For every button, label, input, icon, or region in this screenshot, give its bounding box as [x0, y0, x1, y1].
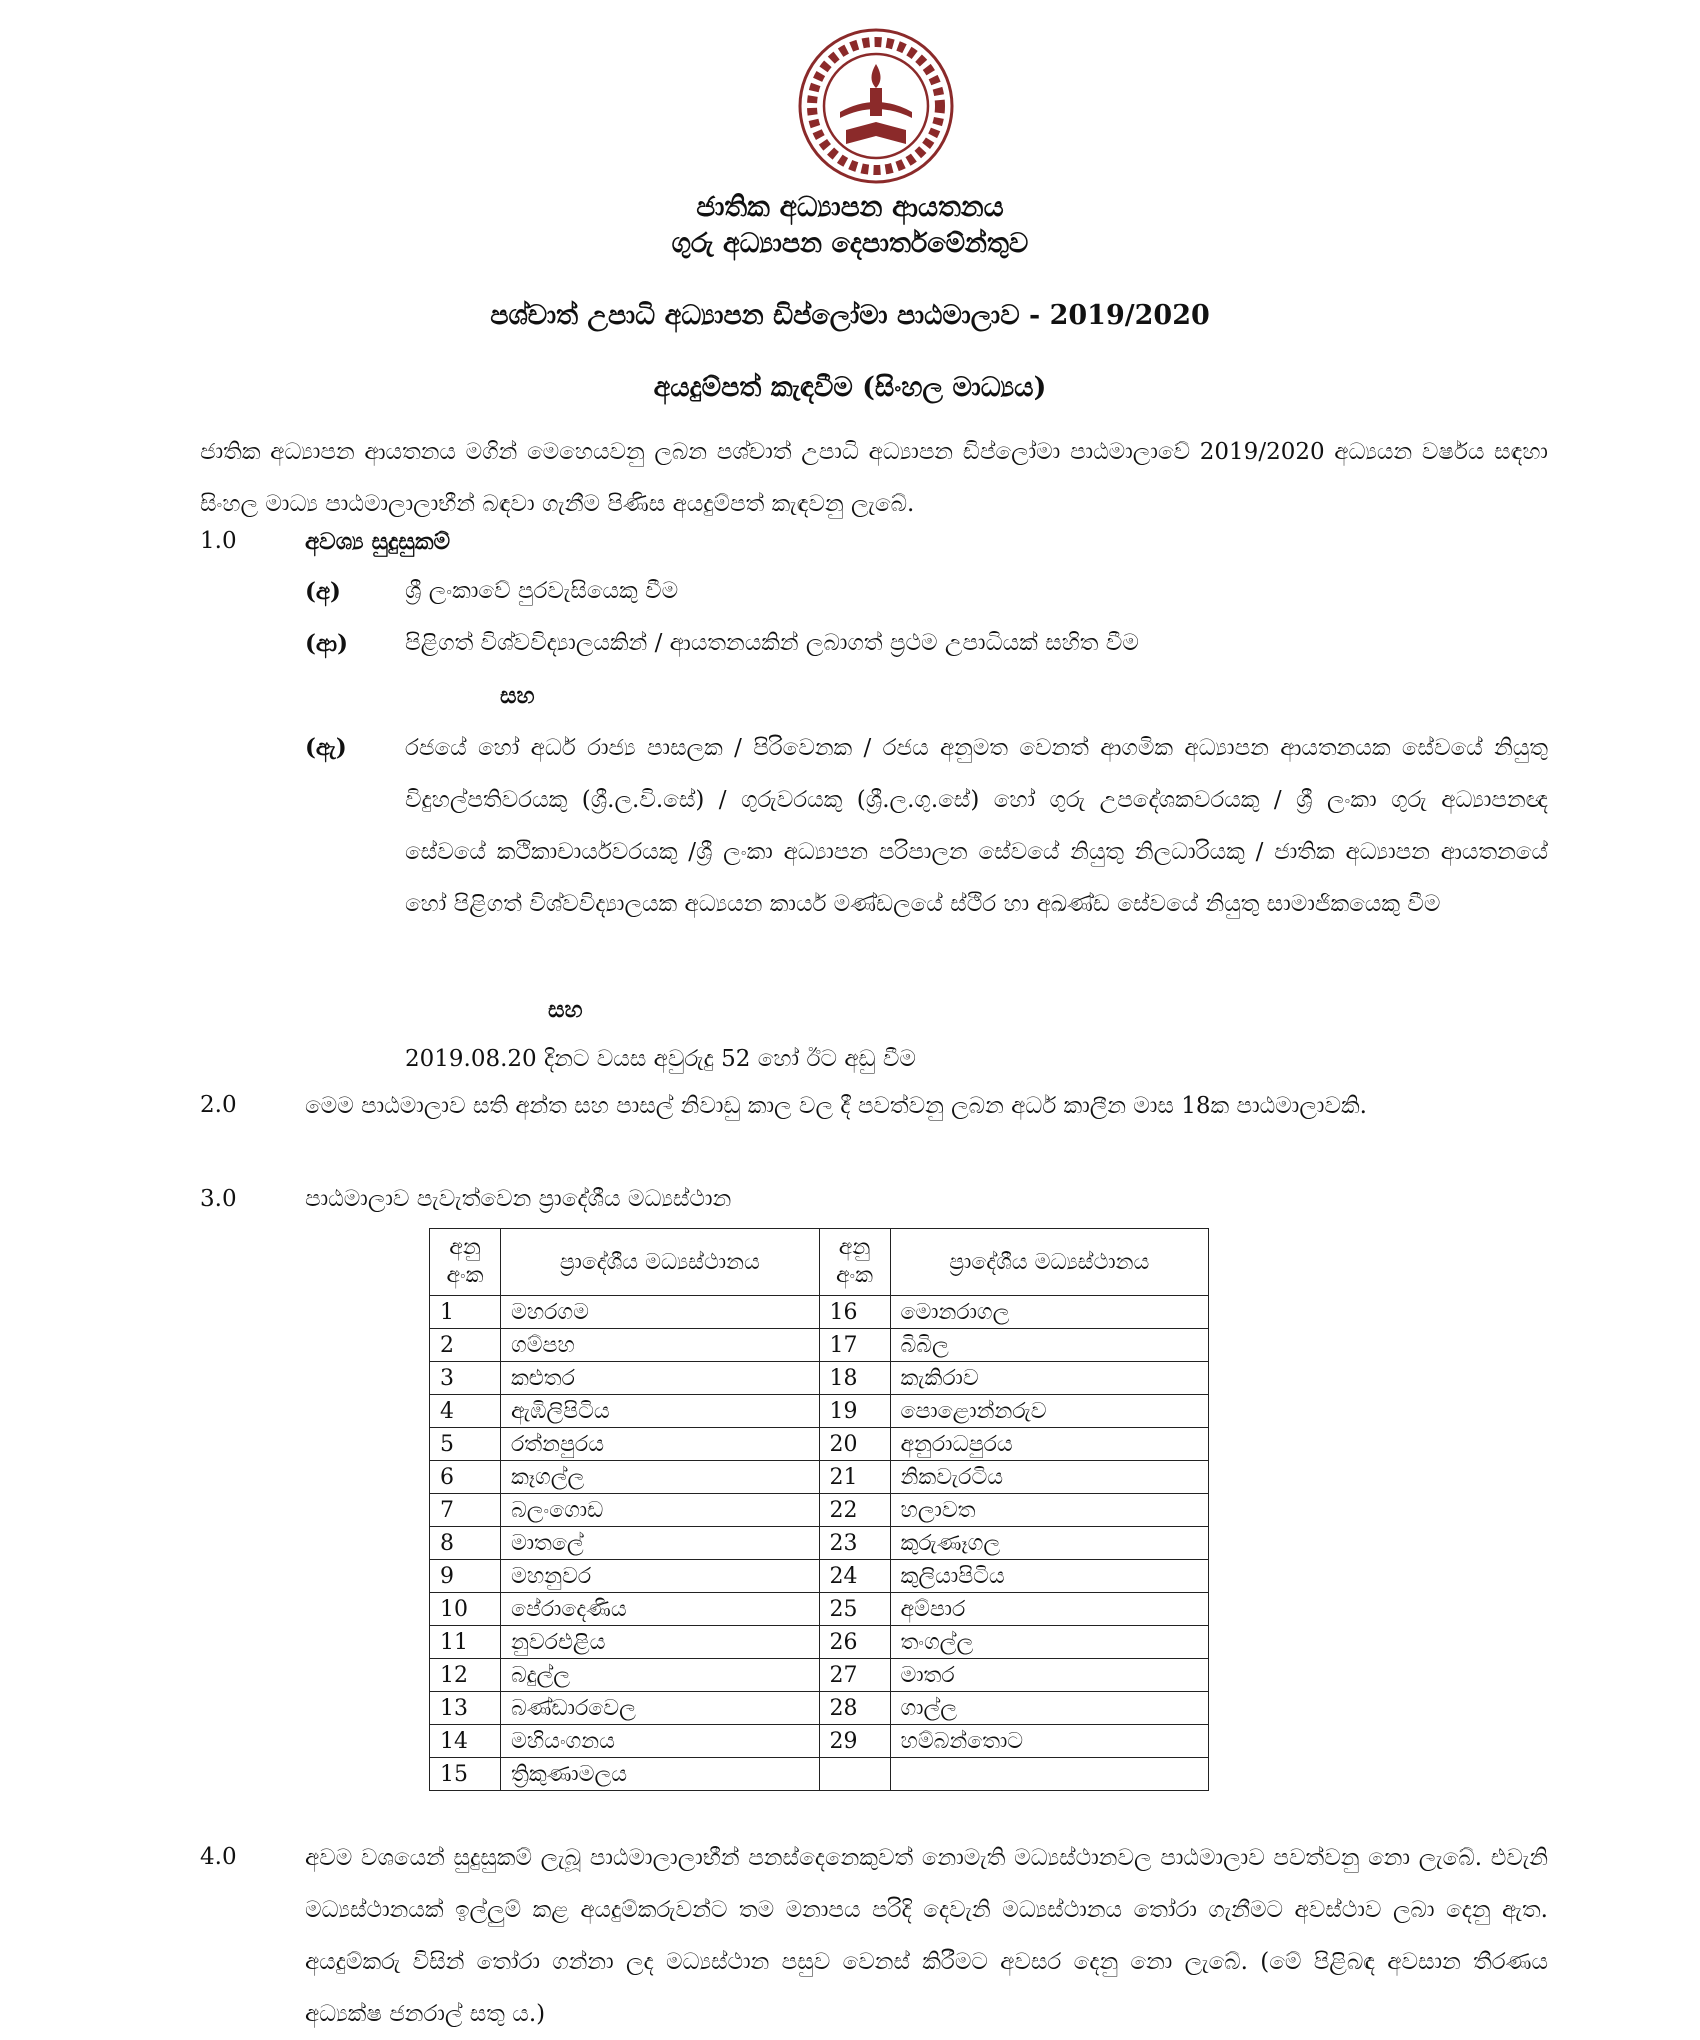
- table-row: [430, 1362, 1209, 1395]
- cell-number: 10: [430, 1593, 501, 1626]
- table-row: [430, 1428, 1209, 1461]
- cell-centre: [890, 1758, 1209, 1791]
- item-b-label: (ආ): [305, 630, 348, 657]
- cell-centre: කළුතර: [501, 1362, 820, 1395]
- cell-number: 28: [819, 1692, 890, 1725]
- section-3-number: 3.0: [200, 1186, 237, 1212]
- cell-number: 21: [819, 1461, 890, 1494]
- cell-centre: ඇඹිලිපිටිය: [501, 1395, 820, 1428]
- table-row: [430, 1725, 1209, 1758]
- section-1-heading: අවශ්‍ය සුදුසුකම්: [305, 528, 451, 555]
- section-3-heading: පාඨමාලාව පැවැත්වෙන ප්‍රාදේශීය මධ්‍යස්ථාන: [305, 1186, 732, 1212]
- cell-centre: කැකිරාව: [890, 1362, 1209, 1395]
- cell-centre: පොළොන්නරුව: [890, 1395, 1209, 1428]
- item-c-text: රජයේ හෝ අර්ධ රාජ්‍ය පාසලක / පිරිවෙනක / රජය අනුමත වෙනත් ආගමික අධ්‍යාපන ආයතනයක සේවයේ නියුතු විදුහල්පතිවරයකු (ශ්‍රී.ල.වි.සේ) / ගුරුවරයකු (ශ්‍රී.ල.ගු.සේ) හෝ ගුරු උපදේශකවරයකු / ශ්‍රී ලංකා ගුරු අධ්‍යාපනඥ සේවයේ කථිකාචාර්යවරයකු /ශ්‍රී ලංකා අධ්‍යාපන පරිපාලන සේවයේ නියුතු නිලධාරියකු / ජාතික අධ්‍යාපන ආයතනයේ හෝ පිළිගත් විශ්වවිද්‍යාලයක අධ්‍යයන කාර්ය මණ්ඩලයේ ස්ථිර හා අඛණ්ඩ සේවයේ නියුතු සාමාජිකයෙකු වීම: [405, 735, 1548, 917]
- cell-centre: ත්‍රිකුණාමලය: [501, 1758, 820, 1791]
- cell-number: 5: [430, 1428, 501, 1461]
- cell-centre: බදුල්ල: [501, 1659, 820, 1692]
- section-2-number: 2.0: [200, 1092, 237, 1118]
- cell-number: 17: [819, 1329, 890, 1362]
- table-row: [430, 1329, 1209, 1362]
- table-row: [430, 1527, 1209, 1560]
- cell-number: 29: [819, 1725, 890, 1758]
- cell-number: 12: [430, 1659, 501, 1692]
- cell-number: 19: [819, 1395, 890, 1428]
- cell-centre: අම්පාර: [890, 1593, 1209, 1626]
- and-connector-1: සහ: [500, 682, 535, 709]
- cell-number: 27: [819, 1659, 890, 1692]
- cell-number: 13: [430, 1692, 501, 1725]
- cell-centre: රත්නපුරය: [501, 1428, 820, 1461]
- column-header-number: අනු අංක: [819, 1229, 890, 1296]
- cell-number: 15: [430, 1758, 501, 1791]
- column-header-centre: ප්‍රාදේශීය මධ්‍යස්ථානය: [890, 1229, 1209, 1296]
- cell-number: [819, 1758, 890, 1791]
- item-b-text: පිළිගත් විශ්වවිද්‍යාලයකින් / ආයතනයකින් ලබාගත් ප්‍රථම උපාධියක් සහිත වීම: [405, 630, 1139, 656]
- cell-number: 1: [430, 1296, 501, 1329]
- table-row: [430, 1593, 1209, 1626]
- cell-centre: කෑගල්ල: [501, 1461, 820, 1494]
- table-row: [430, 1560, 1209, 1593]
- section-4-text: අවම වශයෙන් සුදුසුකම් ලැබූ පාඨමාලාලාභීන් පනස්දෙනෙකුවත් නොමැති මධ්‍යස්ථානවල පාඨමාලාව පවත්වනු නො ලැබේ. එවැනි මධ්‍යස්ථානයක් ඉල්ලුම් කළ අයදුම්කරුවන්ට තම මනාපය පරිදි දෙවැනි මධ්‍යස්ථානය තෝරා ගැනීමට අවස්ථාව ලබා දෙනු ඇත. අයදුම්කරු විසින් තෝරා ගන්නා ලද මධ්‍යස්ථාන පසුව වෙනස් කිරීමට අවසර දෙනු නො ලැබේ. (මේ පිළිබඳ අවසාන තීරණය අධ්‍යක්ෂ ජනරාල් සතු ය.): [305, 1845, 1548, 2027]
- cell-number: 4: [430, 1395, 501, 1428]
- cell-centre: හලාවත: [890, 1494, 1209, 1527]
- cell-number: 2: [430, 1329, 501, 1362]
- table-body: [430, 1296, 1209, 1791]
- cell-centre: කුලියාපිටිය: [890, 1560, 1209, 1593]
- table-row: [430, 1494, 1209, 1527]
- section-4-number: 4.0: [200, 1844, 237, 1870]
- age-requirement: 2019.08.20 දිනට වයස අවුරුදු 52 හෝ ඊට අඩු වීම: [405, 1046, 916, 1072]
- cell-centre: හම්බන්තොට: [890, 1725, 1209, 1758]
- table-row: [430, 1758, 1209, 1791]
- item-c-label: (ඇ): [305, 734, 347, 761]
- section-1-number: 1.0: [200, 528, 237, 554]
- cell-centre: බිබිල: [890, 1329, 1209, 1362]
- cell-centre: පේරාදෙණිය: [501, 1593, 820, 1626]
- table-row: [430, 1296, 1209, 1329]
- cell-centre: බණ්ඩාරවෙල: [501, 1692, 820, 1725]
- cell-number: 24: [819, 1560, 890, 1593]
- item-a-text: ශ්‍රී ලංකාවේ පුරවැසියෙකු වීම: [405, 578, 679, 604]
- table-row: [430, 1395, 1209, 1428]
- department-name: ගුරු අධ්‍යාපන දෙපාර්තමේන්තුව: [671, 228, 1029, 259]
- column-header-number: අනු අංක: [430, 1229, 501, 1296]
- cell-number: 3: [430, 1362, 501, 1395]
- table-row: [430, 1659, 1209, 1692]
- organization-name: ජාතික අධ්‍යාපන ආයතනය: [696, 190, 1004, 223]
- cell-centre: මොනරාගල: [890, 1296, 1209, 1329]
- document-title: පශ්චාත් උපාධි අධ්‍යාපන ඩිප්ලෝමා පාඨමාලාව - 2019/2020: [490, 300, 1210, 331]
- cell-number: 11: [430, 1626, 501, 1659]
- cell-centre: මහනුවර: [501, 1560, 820, 1593]
- cell-number: 8: [430, 1527, 501, 1560]
- cell-number: 18: [819, 1362, 890, 1395]
- cell-centre: මහරගම: [501, 1296, 820, 1329]
- section-2-text: මෙම පාඨමාලාව සති අන්ත සහ පාසල් නිවාඩු කාල වල දී පවත්වනු ලබන අර්ධ කාලීන මාස 18ක පාඨමාලාවකි.: [305, 1093, 1367, 1119]
- table-row: [430, 1626, 1209, 1659]
- cell-centre: මහියංගනය: [501, 1725, 820, 1758]
- and-connector-2: සහ: [548, 996, 583, 1023]
- cell-centre: තංගල්ල: [890, 1626, 1209, 1659]
- cell-number: 25: [819, 1593, 890, 1626]
- cell-centre: නිකවැරටිය: [890, 1461, 1209, 1494]
- cell-centre: නුවරඑළිය: [501, 1626, 820, 1659]
- cell-number: 26: [819, 1626, 890, 1659]
- cell-centre: ගාල්ල: [890, 1692, 1209, 1725]
- intro-paragraph: ජාතික අධ්‍යාපන ආයතනය මගින් මෙහෙයවනු ලබන පශ්චාත් උපාධි අධ්‍යාපන ඩිප්ලෝමා පාඨමාලාවේ 2019/2020 අධ්‍යයන වර්ෂය සඳහා සිංහල මාධ්‍ය පාඨමාලාලාභීන් බඳවා ගැනීම පිණිස අයදුම්පත් කැඳවනු ලැබේ.: [200, 439, 1548, 517]
- cell-number: 9: [430, 1560, 501, 1593]
- institute-logo-icon: [796, 26, 956, 186]
- cell-centre: මාතර: [890, 1659, 1209, 1692]
- table-header-row: [430, 1229, 1209, 1296]
- document-subtitle: අයදුම්පත් කැඳවීම (සිංහල මාධ්‍යය): [653, 372, 1047, 403]
- cell-centre: අනුරාධපුරය: [890, 1428, 1209, 1461]
- cell-number: 16: [819, 1296, 890, 1329]
- cell-centre: මාතලේ: [501, 1527, 820, 1560]
- item-a-label: (අ): [305, 578, 341, 605]
- regional-centres-table: [429, 1228, 1209, 1791]
- cell-centre: ගම්පහ: [501, 1329, 820, 1362]
- table-row: [430, 1461, 1209, 1494]
- cell-centre: බලංගොඩ: [501, 1494, 820, 1527]
- table-row: [430, 1692, 1209, 1725]
- cell-number: 22: [819, 1494, 890, 1527]
- cell-number: 7: [430, 1494, 501, 1527]
- column-header-centre: ප්‍රාදේශීය මධ්‍යස්ථානය: [501, 1229, 820, 1296]
- cell-centre: කුරුණෑගල: [890, 1527, 1209, 1560]
- cell-number: 14: [430, 1725, 501, 1758]
- cell-number: 6: [430, 1461, 501, 1494]
- cell-number: 20: [819, 1428, 890, 1461]
- cell-number: 23: [819, 1527, 890, 1560]
